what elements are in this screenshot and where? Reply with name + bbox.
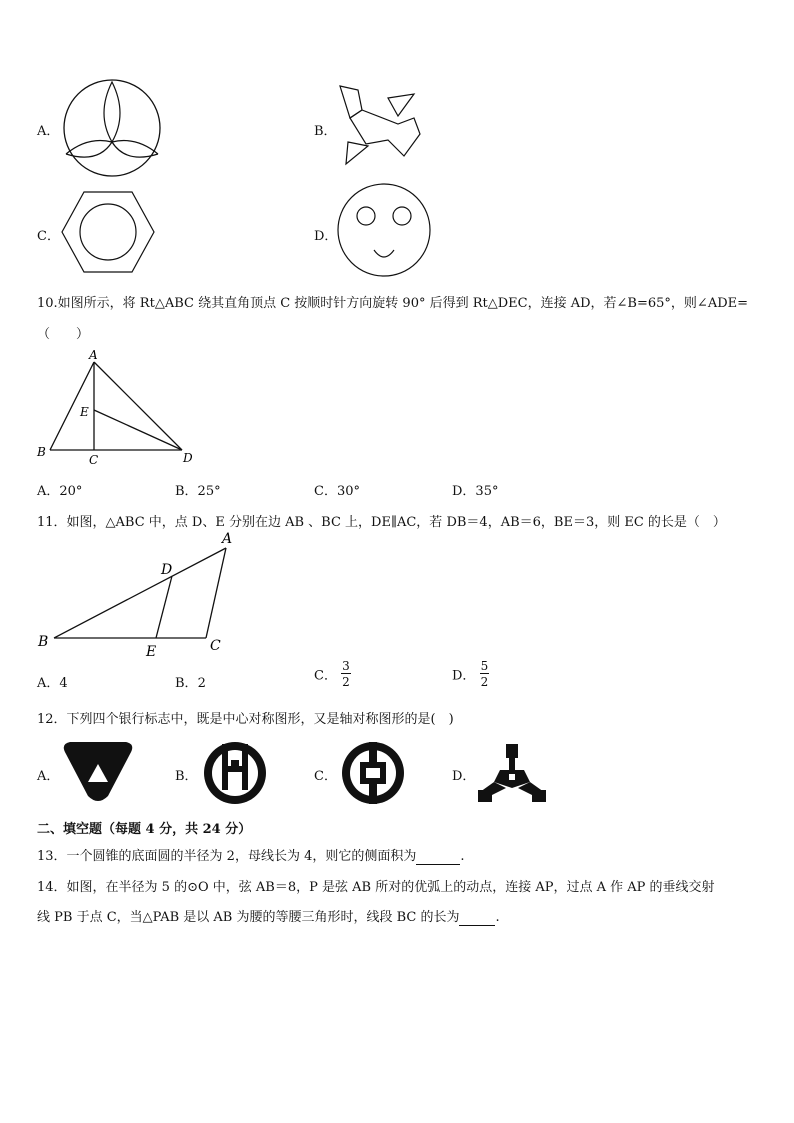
q9-option-c-label: C． [37, 229, 60, 244]
q11-label-d: D [161, 562, 173, 578]
q10-option-d: D．35° [452, 484, 499, 499]
q9-option-d-figure [336, 182, 432, 278]
q10-stem-line1: 10.如图所示，将 Rt△ABC 绕其直角顶点 C 按顺时针方向旋转 90° 后得到 Rt△DEC，连接 AD，若∠B=65°，则∠ADE= [37, 296, 749, 311]
q14-stem-line1: 14．如图，在半径为 5 的⊙O 中，弦 AB＝8，P 是弦 AB 所对的优弧上的动点，连接 AP，过点 A 作 AP 的垂线交射 [37, 880, 715, 895]
q12-stem: 12．下列四个银行标志中，既是中心对称图形，又是轴对称图形的是( ) [37, 712, 454, 727]
q12-option-b-logo [200, 740, 270, 806]
q11-option-a: A．4 [37, 676, 68, 691]
q11-option-d: D． $\frac{5}{2}$ [452, 659, 489, 689]
q12-option-c-label: C． [314, 769, 337, 784]
q14-stem-line2: 线 PB 于点 C，当△PAB 是以 AB 为腰的等腰三角形时，线段 BC 的长为 . [37, 910, 500, 925]
q10-label-e: E [80, 405, 89, 419]
q10-option-c: C．30° [314, 484, 360, 499]
q12-option-d-label: D． [452, 769, 476, 784]
q9-option-d-label: D． [314, 229, 338, 244]
q9-option-b-figure [336, 84, 424, 168]
fraction: $\frac{3}{2}$ [342, 659, 350, 689]
q9-option-a-figure [58, 76, 166, 180]
section-title: 二、填空题（每题 4 分，共 24 分） [37, 822, 252, 837]
q11-stem: 11．如图，△ABC 中，点 D、E 分别在边 AB 、BC 上，DE∥AC，若 DB＝4，AB＝6，BE＝3，则 EC 的长是（ ） [37, 515, 726, 530]
q12-option-b-label: B． [175, 769, 198, 784]
q11-label-c: C [210, 638, 221, 654]
q10-figure [34, 346, 200, 470]
q13-stem: 13．一个圆锥的底面圆的半径为 2，母线长为 4，则它的侧面积为 . [37, 849, 465, 864]
q11-option-c: C． $\frac{3}{2}$ [314, 659, 350, 689]
q11-option-b: B．2 [175, 676, 206, 691]
q11-label-b: B [38, 634, 49, 650]
q12-option-a-label: A． [37, 769, 60, 784]
q9-option-b-label: B． [314, 124, 337, 139]
q9-option-c-figure [60, 190, 156, 274]
q10-option-b: B．25° [175, 484, 221, 499]
q11-label-e: E [146, 644, 157, 660]
q10-label-d: D [183, 451, 193, 465]
q12-option-d-logo [476, 742, 548, 806]
q12-option-a-logo [60, 740, 136, 806]
q10-label-b: B [37, 445, 46, 459]
answer-blank [459, 910, 495, 926]
q11-label-a: A [222, 531, 233, 547]
q11-figure [34, 530, 244, 660]
q10-stem-line2: （ ） [37, 327, 90, 342]
answer-blank [416, 849, 460, 865]
fraction: $\frac{5}{2}$ [480, 659, 489, 689]
q10-option-a: A．20° [37, 484, 83, 499]
q10-label-c: C [89, 453, 99, 467]
q12-option-c-logo [338, 740, 408, 806]
q9-option-a-label: A． [37, 124, 60, 139]
q10-label-a: A [89, 348, 98, 362]
